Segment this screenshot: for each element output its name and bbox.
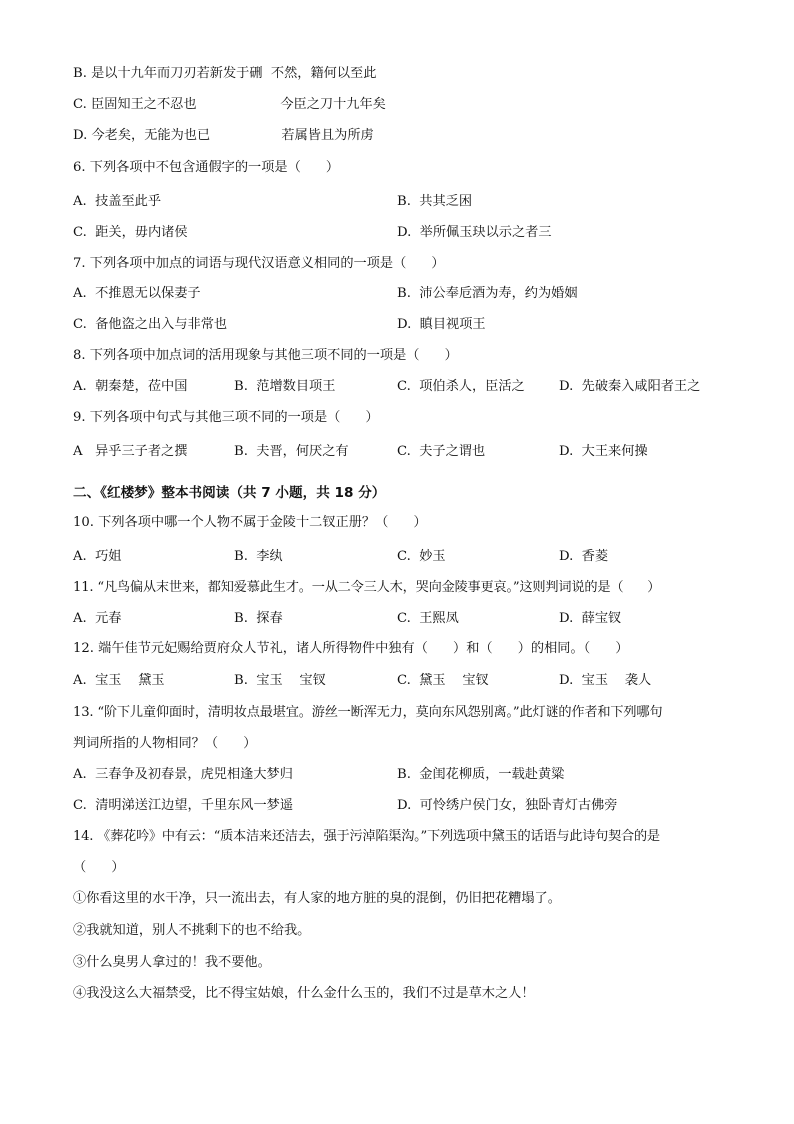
q9-option-d: D. 大王来何操	[559, 444, 648, 459]
q10-option-d: D. 香菱	[559, 549, 609, 564]
question-9-stem: 9. 下列各项中句式与其他三项不同的一项是（ ）	[73, 410, 379, 425]
q10-option-b: B. 李纨	[234, 549, 283, 564]
q13-option-d: D. 可怜绣户侯门女，独卧青灯古佛旁	[397, 798, 618, 813]
question-11-stem: 11. “凡鸟偏从末世来，都知爱慕此生才。一从二令三人木，哭向金陵事更哀。”这则判词说的是（ ）	[73, 580, 661, 595]
q11-option-c: C. 王熙凤	[397, 611, 459, 626]
q13-option-a: A. 三春争及初春景，虎兕相逢大梦归	[73, 767, 293, 782]
q11-option-d: D. 薛宝钗	[559, 611, 622, 626]
q14-item-2: ②我就知道，别人不挑剩下的也不给我。	[73, 923, 311, 938]
q11-option-b: B. 探春	[234, 611, 283, 626]
q7-option-c: C. 备他盗之出入与非常也	[73, 317, 228, 332]
q14-item-1: ①你看这里的水干净，只一流出去，有人家的地方脏的臭的混倒，仍旧把花糟塌了。	[73, 891, 561, 906]
q12-option-d: D. 宝玉 袭人	[559, 673, 652, 688]
question-14-stem: 14. 《葬花吟》中有云：“质本洁来还洁去，强于污淖陷渠沟。”下列选项中黛玉的话语与此诗句契合的是	[73, 829, 660, 844]
question-13-stem-cont: 判词所指的人物相同？（ ）	[73, 736, 257, 751]
question-6-stem: 6. 下列各项中不包含通假字的一项是（ ）	[73, 160, 340, 175]
q8-option-c: C. 项伯杀人，臣活之	[397, 379, 525, 394]
question-14-blank: （ ）	[73, 860, 125, 875]
q13-option-b: B. 金闺花柳质，一载赴黄粱	[397, 767, 565, 782]
q8-option-a: A. 朝秦楚，莅中国	[73, 379, 188, 394]
q14-item-4: ④我没这么大福禁受，比不得宝姑娘，什么金什么玉的，我们不过是草木之人！	[73, 986, 535, 1001]
q9-option-b: B. 夫晋，何厌之有	[234, 444, 349, 459]
q9-option-a: A 异乎三子者之撰	[73, 444, 188, 459]
question-10-stem: 10. 下列各项中哪一个人物不属于金陵十二钗正册？（ ）	[73, 515, 427, 530]
q8-option-d: D. 先破秦入咸阳者王之	[559, 379, 701, 394]
q13-option-c: C. 清明涕送江边望，千里东风一梦遥	[73, 798, 294, 813]
q7-option-a: A. 不推恩无以保妻子	[73, 286, 201, 301]
q7-option-d: D. 瞋目视项王	[397, 317, 486, 332]
q10-option-c: C. 妙玉	[397, 549, 446, 564]
option-5c-text: C. 臣固知王之不忍也 今臣之刀十九年矣	[73, 97, 386, 112]
section-2-heading: 二、《红楼梦》整本书阅读（共 7 小题，共 18 分）	[73, 485, 386, 501]
q6-option-a: A. 技盖至此乎	[73, 194, 162, 209]
q11-option-a: A. 元春	[73, 611, 122, 626]
question-12-stem: 12. 端午佳节元妃赐给贾府众人节礼，诸人所得物件中独有（ ）和（ ）的相同。（ ）	[73, 641, 629, 656]
q10-option-a: A. 巧姐	[73, 549, 122, 564]
q9-option-c: C. 夫子之谓也	[397, 444, 486, 459]
question-8-stem: 8. 下列各项中加点词的活用现象与其他三项不同的一项是（ ）	[73, 348, 458, 363]
q6-option-d: D. 举所佩玉玦以示之者三	[397, 225, 552, 240]
option-5b-text: B. 是以十九年而刀刃若新发于硎 不然，籍何以至此	[73, 66, 377, 81]
q12-option-b: B. 宝玉 宝钗	[234, 673, 326, 688]
q14-item-3: ③什么臭男人拿过的！我不要他。	[73, 955, 271, 970]
q6-option-b: B. 共其乏困	[397, 194, 473, 209]
q12-option-c: C. 黛玉 宝钗	[397, 673, 489, 688]
q7-option-b: B. 沛公奉卮酒为寿，约为婚姻	[397, 286, 578, 301]
question-7-stem: 7. 下列各项中加点的词语与现代汉语意义相同的一项是（ ）	[73, 256, 445, 271]
option-5d-text: D. 今老矣，无能为也已 若属皆且为所虏	[73, 128, 374, 143]
q6-option-c: C. 距关，毋内诸侯	[73, 225, 188, 240]
question-13-stem: 13. “阶下儿童仰面时，清明妆点最堪宜。游丝一断浑无力，莫向东风怨别离。”此灯谜的作者和下列哪句	[73, 705, 663, 720]
q8-option-b: B. 范增数目项王	[234, 379, 336, 394]
q12-option-a: A. 宝玉 黛玉	[73, 673, 165, 688]
